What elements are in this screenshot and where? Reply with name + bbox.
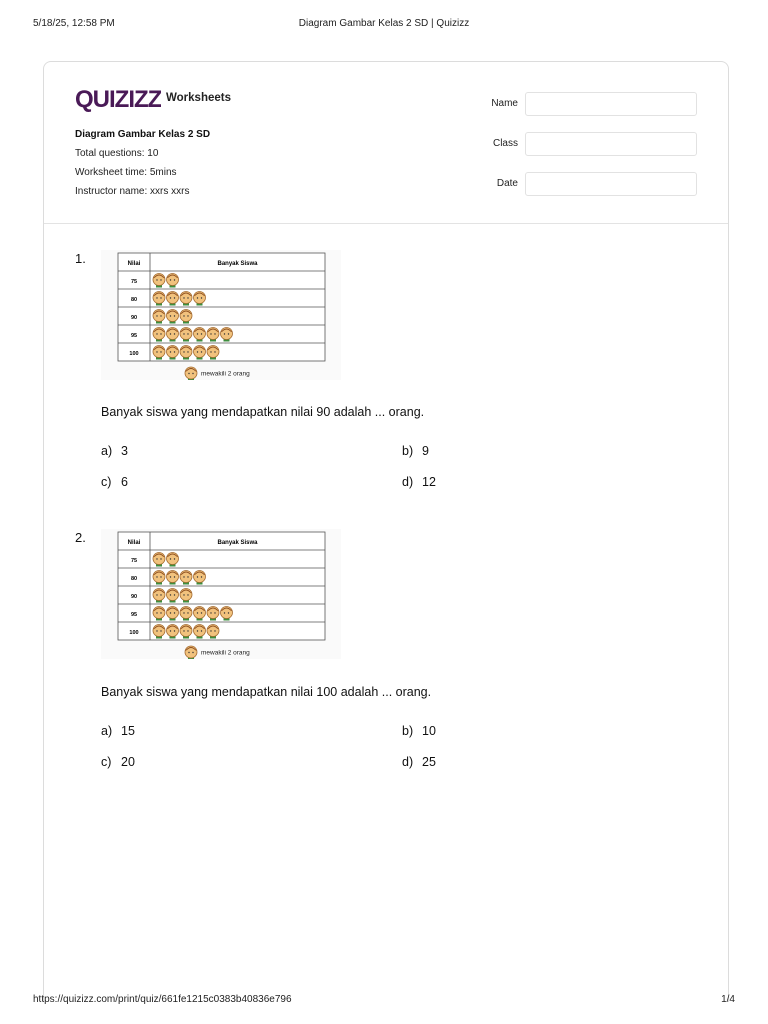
person-eye: [214, 333, 215, 334]
person-eye: [201, 351, 202, 352]
person-eye: [170, 594, 171, 595]
row-value: 95: [130, 333, 138, 339]
question-2-option-d[interactable]: [402, 755, 436, 769]
question-1-option-d[interactable]: [402, 475, 436, 489]
legend-text: mewakili 2 orang: [201, 649, 250, 657]
person-eye: [160, 612, 161, 613]
option-letter: a): [101, 444, 113, 458]
worksheet-title: Diagram Gambar Kelas 2 SD: [75, 129, 211, 140]
person-eye: [201, 576, 202, 577]
person-eye: [170, 612, 171, 613]
row-value: 75: [130, 279, 138, 285]
person-eye: [170, 333, 171, 334]
legend-text: mewakili 2 orang: [201, 370, 250, 378]
person-eye: [183, 612, 184, 613]
print-page-title: Diagram Gambar Kelas 2 SD | Quizizz: [298, 18, 470, 29]
question-1-pictograph: [101, 250, 341, 380]
worksheet-header: [44, 62, 728, 224]
person-eye: [197, 351, 198, 352]
person-eye: [174, 333, 175, 334]
person-eye: [201, 333, 202, 334]
person-eye: [174, 576, 175, 577]
row-value: 80: [130, 576, 138, 582]
person-eye: [188, 373, 189, 374]
row-value: 80: [130, 297, 138, 303]
option-letter: b): [402, 724, 414, 738]
question-1-text: Banyak siswa yang mendapatkan nilai 90 adalah ... orang.: [101, 405, 425, 419]
page-number: 1/4: [721, 994, 735, 1005]
person-eye: [160, 279, 161, 280]
date-field[interactable]: [525, 172, 697, 196]
header-banyak-siswa: Banyak Siswa: [217, 540, 258, 546]
person-eye: [210, 630, 211, 631]
person-eye: [160, 594, 161, 595]
person-eye: [183, 351, 184, 352]
person-eye: [170, 315, 171, 316]
person-eye: [187, 315, 188, 316]
person-eye: [228, 612, 229, 613]
person-eye: [210, 333, 211, 334]
person-eye: [224, 333, 225, 334]
person-eye: [210, 612, 211, 613]
person-eye: [183, 576, 184, 577]
person-eye: [156, 315, 157, 316]
option-value: 25: [422, 755, 436, 769]
person-eye: [174, 630, 175, 631]
person-eye: [174, 351, 175, 352]
person-eye: [187, 630, 188, 631]
person-eye: [197, 576, 198, 577]
class-field[interactable]: [525, 132, 697, 156]
person-eye: [187, 576, 188, 577]
legend-person-icon: [185, 646, 197, 659]
person-eye: [183, 297, 184, 298]
option-letter: c): [101, 755, 112, 769]
person-eye: [156, 576, 157, 577]
person-eye: [192, 373, 193, 374]
person-eye: [156, 558, 157, 559]
legend-person-icon: [185, 367, 197, 380]
option-value: 10: [422, 724, 436, 738]
row-value: 100: [129, 351, 139, 357]
date-label: Date: [496, 178, 518, 189]
worksheets-label: Worksheets: [166, 92, 231, 104]
question-1-option-a[interactable]: [101, 444, 128, 458]
name-label: Name: [491, 98, 518, 109]
quizizz-logo-mark: [75, 86, 161, 112]
header-banyak-siswa: Banyak Siswa: [217, 261, 258, 267]
option-letter: c): [101, 475, 112, 489]
instructor-name: Instructor name: xxrs xxrs: [75, 186, 190, 197]
person-eye: [156, 351, 157, 352]
header-nilai: Nilai: [127, 540, 141, 546]
person-eye: [170, 297, 171, 298]
person-eye: [156, 612, 157, 613]
person-eye: [156, 297, 157, 298]
person-eye: [156, 594, 157, 595]
person-eye: [197, 333, 198, 334]
person-eye: [214, 351, 215, 352]
person-eye: [160, 558, 161, 559]
pictograph-table: [101, 250, 341, 380]
person-eye: [197, 630, 198, 631]
question-1-option-b[interactable]: [402, 444, 429, 458]
person-eye: [183, 333, 184, 334]
question-2-option-b[interactable]: [402, 724, 436, 738]
quizizz-logo: [75, 86, 231, 112]
option-value: 12: [422, 475, 436, 489]
person-eye: [170, 576, 171, 577]
person-eye: [156, 279, 157, 280]
question-1-option-c[interactable]: [101, 475, 128, 489]
person-eye: [174, 594, 175, 595]
option-letter: d): [402, 475, 414, 489]
row-value: 90: [130, 315, 138, 321]
person-eye: [183, 594, 184, 595]
person-eye: [187, 297, 188, 298]
person-eye: [174, 279, 175, 280]
person-eye: [174, 558, 175, 559]
class-label: Class: [492, 138, 518, 149]
person-eye: [174, 315, 175, 316]
person-eye: [174, 297, 175, 298]
question-2-option-a[interactable]: [101, 724, 135, 738]
total-questions: Total questions: 10: [75, 148, 159, 159]
worksheet-time: Worksheet time: 5mins: [75, 167, 177, 178]
option-value: 15: [121, 724, 135, 738]
person-eye: [156, 333, 157, 334]
row-value: 95: [130, 612, 138, 618]
row-value: 75: [130, 558, 138, 564]
person-eye: [174, 612, 175, 613]
name-field[interactable]: [525, 92, 697, 116]
person-eye: [183, 630, 184, 631]
person-eye: [224, 612, 225, 613]
person-eye: [170, 351, 171, 352]
person-eye: [160, 630, 161, 631]
person-eye: [228, 333, 229, 334]
option-value: 20: [121, 755, 135, 769]
person-eye: [201, 612, 202, 613]
print-datetime: 5/18/25, 12:58 PM: [33, 18, 115, 29]
question-2-option-c[interactable]: [101, 755, 135, 769]
option-letter: b): [402, 444, 414, 458]
option-value: 9: [422, 444, 429, 458]
person-eye: [187, 351, 188, 352]
person-eye: [187, 594, 188, 595]
header-nilai: Nilai: [127, 261, 141, 267]
pictograph-table: [101, 529, 341, 659]
person-eye: [201, 630, 202, 631]
question-2-number: 2.: [75, 530, 86, 545]
row-value: 100: [129, 630, 139, 636]
person-eye: [192, 652, 193, 653]
person-eye: [170, 279, 171, 280]
person-eye: [156, 630, 157, 631]
person-eye: [183, 315, 184, 316]
person-eye: [197, 612, 198, 613]
person-eye: [201, 297, 202, 298]
row-value: 90: [130, 594, 138, 600]
person-eye: [188, 652, 189, 653]
person-eye: [160, 315, 161, 316]
question-1-number: 1.: [75, 251, 86, 266]
person-eye: [160, 576, 161, 577]
person-eye: [170, 558, 171, 559]
logo-lettering: QUIZIZZ: [75, 86, 161, 112]
person-eye: [187, 333, 188, 334]
option-value: 6: [121, 475, 128, 489]
person-eye: [214, 612, 215, 613]
person-eye: [210, 351, 211, 352]
print-url: https://quizizz.com/print/quiz/661fe1215c0383b40836e796: [33, 994, 292, 1005]
person-eye: [214, 630, 215, 631]
question-2-pictograph: [101, 529, 341, 659]
person-eye: [197, 297, 198, 298]
option-value: 3: [121, 444, 128, 458]
person-eye: [187, 612, 188, 613]
person-eye: [170, 630, 171, 631]
person-eye: [160, 351, 161, 352]
question-2-text: Banyak siswa yang mendapatkan nilai 100 adalah ... orang.: [101, 685, 432, 699]
option-letter: d): [402, 755, 414, 769]
person-eye: [160, 333, 161, 334]
option-letter: a): [101, 724, 113, 738]
person-eye: [160, 297, 161, 298]
